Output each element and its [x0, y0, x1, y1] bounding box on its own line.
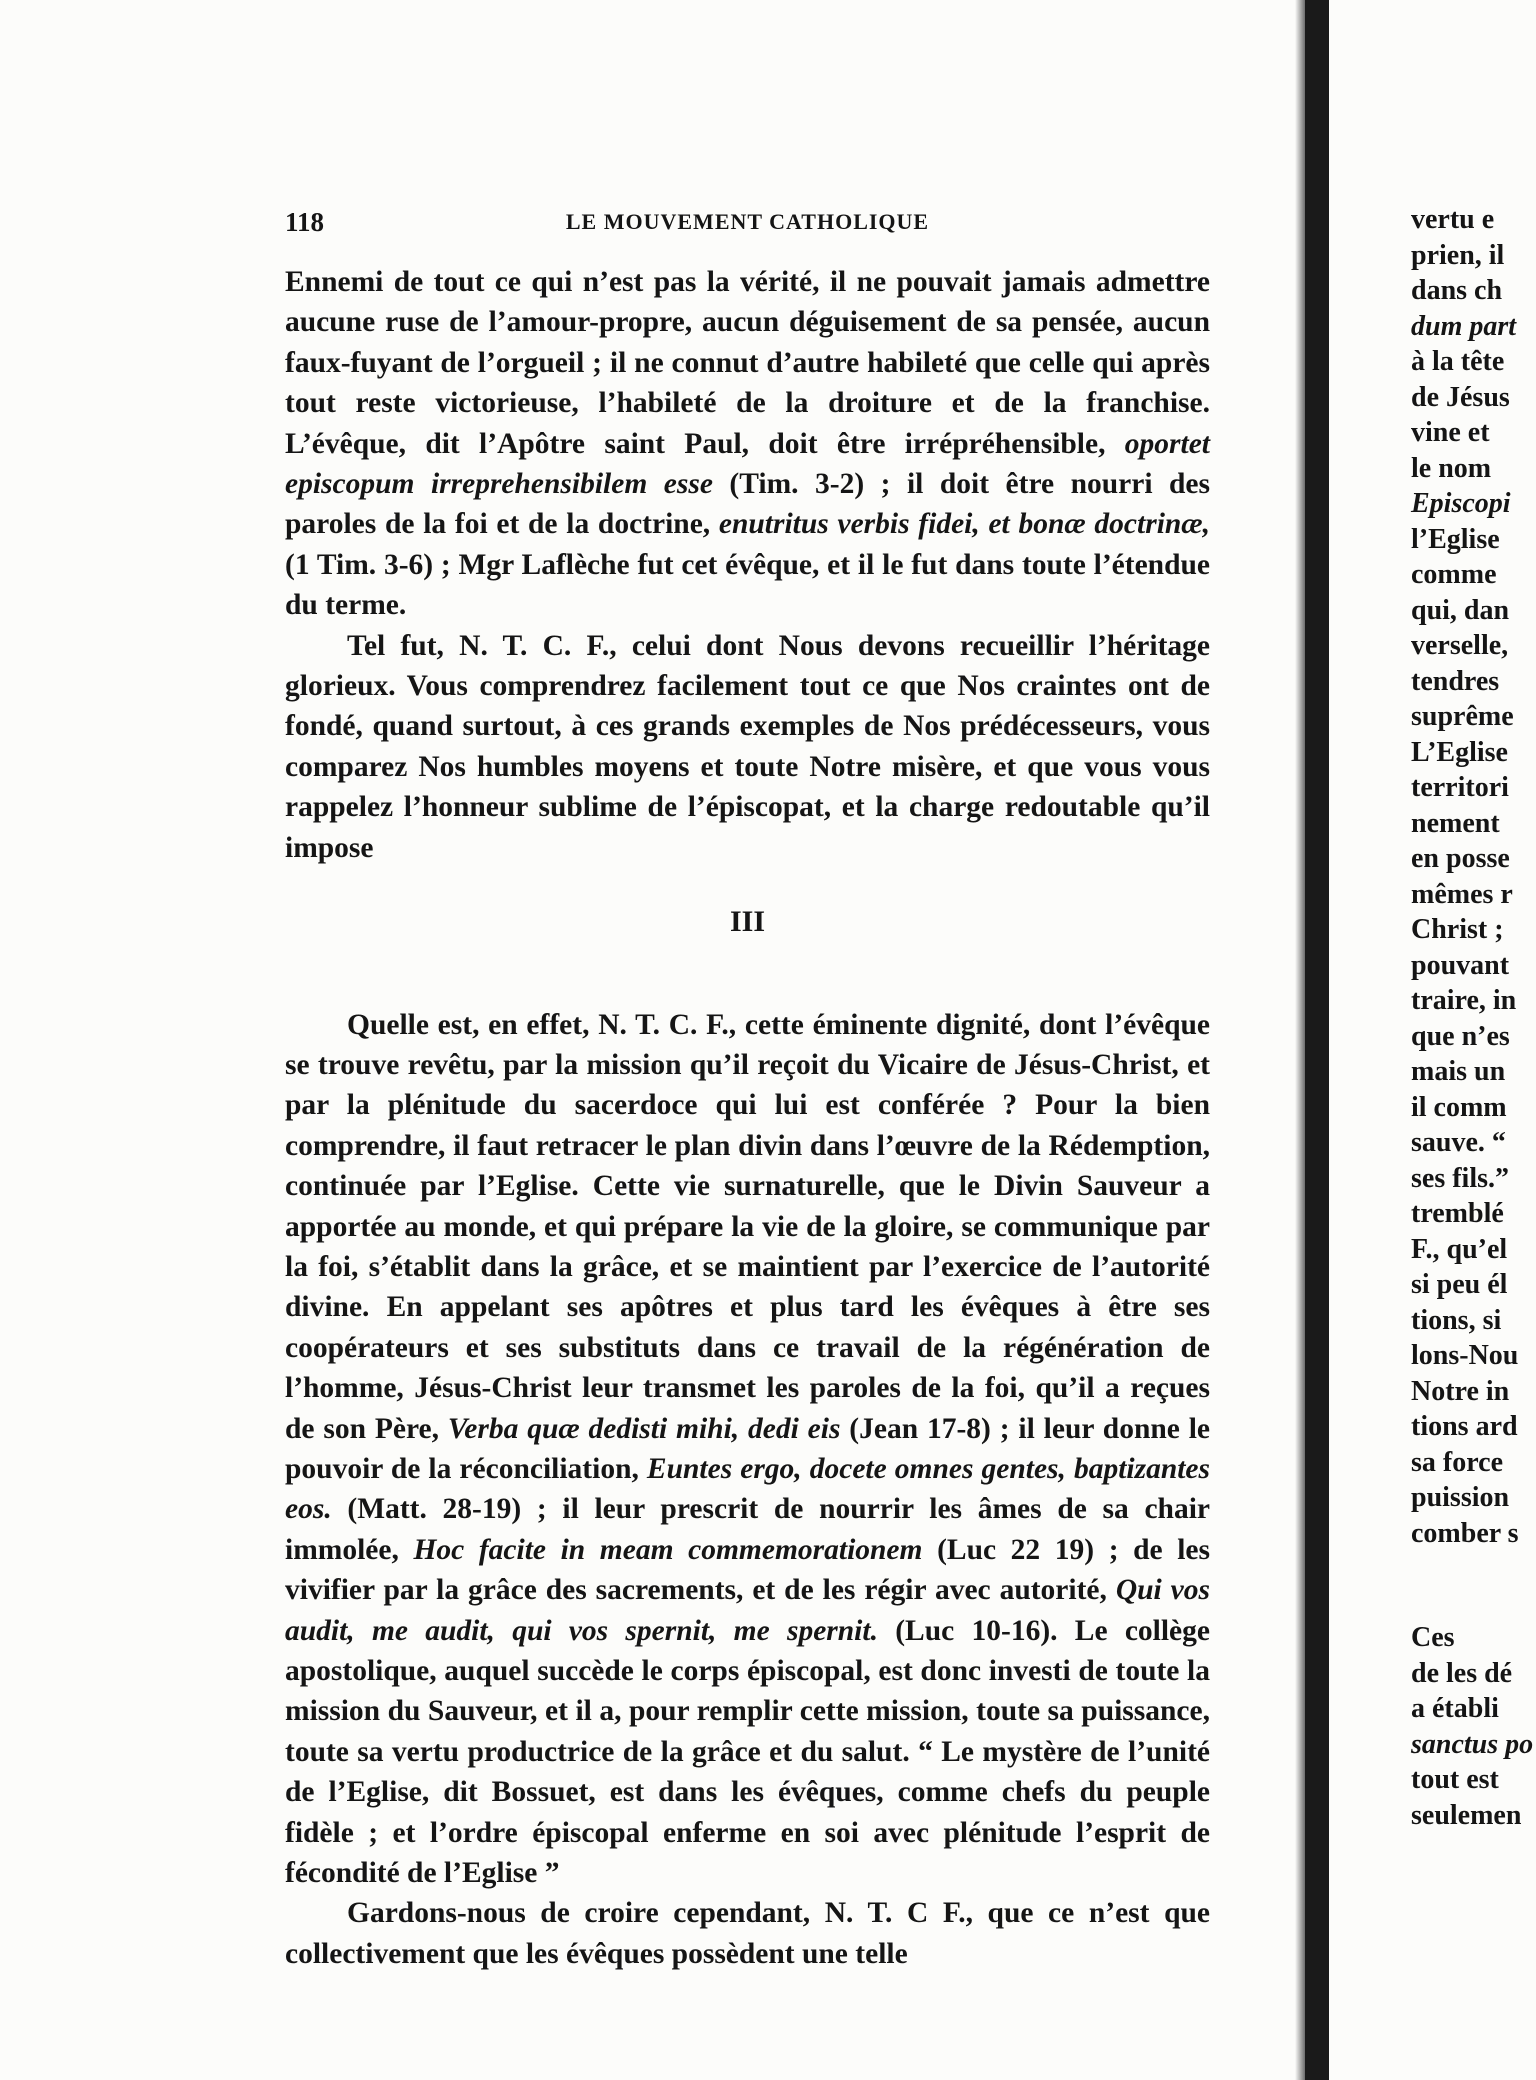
right-page-line: le nom: [1411, 452, 1492, 484]
latin-quotation: Qui vos audit, me audit, qui vos spernit, me spernit.: [285, 1574, 1210, 1647]
right-page-line: de Jésus: [1411, 381, 1510, 413]
right-page-line: qui, dan: [1411, 594, 1510, 626]
paragraph-3: [285, 1005, 1210, 1894]
text-run: Quelle est, en effet, N. T. C. F., cette éminente dignité, dont l’évêque se trouve revêtu, par la mission qu’il reçoit du Vicaire de Jésus-Christ, et par la plénitude du sacerdoce qui lui est conférée ? Pour la bien comprendre, il faut retracer le plan divin dans l’œuvre de la Rédemption, continuée par l’Eglise. Cette vie surnaturelle, que le Divin Sauveur a apportée au monde, et qui prépare la vie de la gloire, se communique par la foi, s’établit dans la grâce, et se maintient par l’exercice de l’autorité divine. En appelant ses apôtres et plus tard les évêques à être ses coopérateurs et ses substituts dans ce travail de la régénération de l’homme, Jésus-Christ leur transmet les paroles de la foi, qu’il a reçues de son Père,: [285, 1008, 1210, 1445]
text-run: (Matt. 28-19) ; il leur prescrit de nourrir les âmes de sa chair immolée,: [285, 1493, 1210, 1566]
latin-quotation: Hoc facite in meam commemorationem: [413, 1533, 923, 1566]
right-page-line: vertu e: [1411, 204, 1495, 235]
right-page-line: il comm: [1411, 1091, 1507, 1123]
latin-quotation: Verba quæ dedisti mihi, dedi eis: [447, 1412, 841, 1445]
right-page-line: ses fils.”: [1411, 1162, 1509, 1194]
page-header: [285, 207, 1210, 247]
right-page-line: tions, si: [1411, 1304, 1502, 1336]
latin-quotation: Euntes ergo, docete omnes gentes, baptizantes eos.: [285, 1452, 1211, 1526]
right-page-line: pouvant: [1411, 949, 1510, 981]
right-page-line: tremblé: [1411, 1198, 1504, 1229]
text-run: Gardons-nous de croire cependant, N. T. C F., que ce n’est que collectivement que les évêques possèdent une telle: [285, 1897, 1210, 1970]
right-page-line: sanctus po: [1411, 1728, 1534, 1760]
body-text: [285, 262, 1210, 1974]
text-run: (1 Tim. 3-6) ; Mgr Laflèche fut cet évêque, et il le fut dans toute l’étendue du terme.: [285, 548, 1210, 622]
right-page-line: comber s: [1411, 1517, 1519, 1549]
right-page-line: verselle,: [1411, 630, 1509, 661]
text-run: Tel fut, N. T. C. F., celui dont Nous devons recueillir l’héritage glorieux. Vous comprendrez facilement tout ce que Nos craintes ont de fondé, quand surtout, à ces grands exemples de Nos prédécesseurs, vous comparez Nos humbles moyens et toute Notre misère, et que vous vous rappelez l’honneur sublime de l’épiscopat, et la charge redoutable qu’il impose: [285, 629, 1210, 864]
right-page-lines: [1411, 202, 1536, 1551]
right-page-line: Ces: [1411, 1622, 1455, 1653]
text-run: (Jean 17-8) ; il leur donne le pouvoir de la réconciliation,: [285, 1412, 1210, 1485]
right-page-line: seulemen: [1411, 1799, 1522, 1831]
text-run: (Luc 22 19) ; de les vivifier par la grâce des sacrements, et de les régir avec autorité,: [285, 1533, 1210, 1607]
latin-quotation: oportet episcopum irreprehensibilem esse: [285, 427, 1210, 501]
paragraph-2: [285, 626, 1210, 868]
paragraph-4: [285, 1893, 1210, 1974]
section-heading: III: [729, 905, 766, 939]
right-page-line: mêmes r: [1411, 878, 1513, 910]
right-page-line: L’Eglise: [1411, 736, 1508, 768]
right-page-line: prien, il: [1411, 239, 1505, 271]
right-page-line: que n’es: [1411, 1020, 1510, 1052]
right-page-line: sauve. “: [1411, 1127, 1506, 1158]
right-page-line: puission: [1411, 1482, 1510, 1513]
right-page-line: de les dé: [1411, 1657, 1513, 1689]
right-page-line: Christ ;: [1411, 914, 1504, 945]
right-page-line: vine et: [1411, 417, 1490, 448]
right-page-line: l’Eglise: [1411, 523, 1500, 555]
right-page-line: à la tête: [1411, 346, 1505, 377]
right-page-line: Notre in: [1411, 1375, 1510, 1407]
right-page-line: dans ch: [1411, 275, 1503, 306]
right-page-line: nement: [1411, 807, 1500, 839]
right-page-line: tendres: [1411, 665, 1500, 697]
text-run: (Luc 10-16). Le collège apostolique, auquel succède le corps épiscopal, est donc investi de toute la mission du Sauveur, et il a, pour remplir cette mission, toute sa puissance, toute sa vertu productrice de la grâce et du salut. “ Le mystère de l’unité de l’Eglise, dit Bossuet, est dans les évêques, comme chefs du peuple fidèle ; et l’ordre épiscopal enferme en soi avec plénitude l’esprit de fécondité de l’Eglise ”: [285, 1614, 1210, 1890]
latin-quotation: enutritus verbis fidei, et bonæ doctrinæ,: [718, 508, 1210, 541]
right-page-line: mais un: [1411, 1056, 1506, 1087]
right-page-line: suprême: [1411, 701, 1514, 732]
right-page-line: tions ard: [1411, 1411, 1518, 1442]
right-page-line: a établi: [1411, 1693, 1499, 1724]
text-run: Ennemi de tout ce qui n’est pas la vérité, il ne pouvait jamais admettre aucune ruse de l’amour-propre, aucun déguisement de sa pensée, aucun faux-fuyant de l’orgueil ; il ne connut d’autre habileté que celle qui après tout reste victorieuse, l’habileté de la droiture et de la franchise. L’évêque, dit l’Apôtre saint Paul, doit être irrépréhensible,: [285, 266, 1210, 460]
text-run: (Tim. 3-2) ; il doit être nourri des paroles de la foi et de la doctrine,: [285, 468, 1210, 541]
right-page-line: territori: [1411, 772, 1509, 803]
right-page-line: dum part: [1411, 310, 1517, 342]
page-number: 118: [285, 207, 325, 237]
right-page-fragment: [1329, 0, 1536, 2080]
right-page-line: traire, in: [1411, 985, 1517, 1016]
paragraph-1: [285, 262, 1210, 626]
right-page-line: tout est: [1411, 1764, 1499, 1795]
right-page-line: Episcopi: [1411, 488, 1511, 519]
running-title: LE MOUVEMENT CATHOLIQUE: [565, 209, 930, 234]
right-page-line: comme: [1411, 559, 1497, 590]
book-gutter: [1305, 0, 1329, 2080]
right-page-line: lons-Nou: [1411, 1340, 1519, 1371]
right-page-line: F., qu’el: [1411, 1233, 1508, 1265]
gutter-shadow: [1295, 0, 1305, 2080]
right-page-line: en posse: [1411, 843, 1510, 874]
right-page-line: si peu él: [1411, 1269, 1508, 1300]
right-page-line: sa force: [1411, 1446, 1503, 1478]
right-page-tail-lines: [1411, 1620, 1536, 1833]
